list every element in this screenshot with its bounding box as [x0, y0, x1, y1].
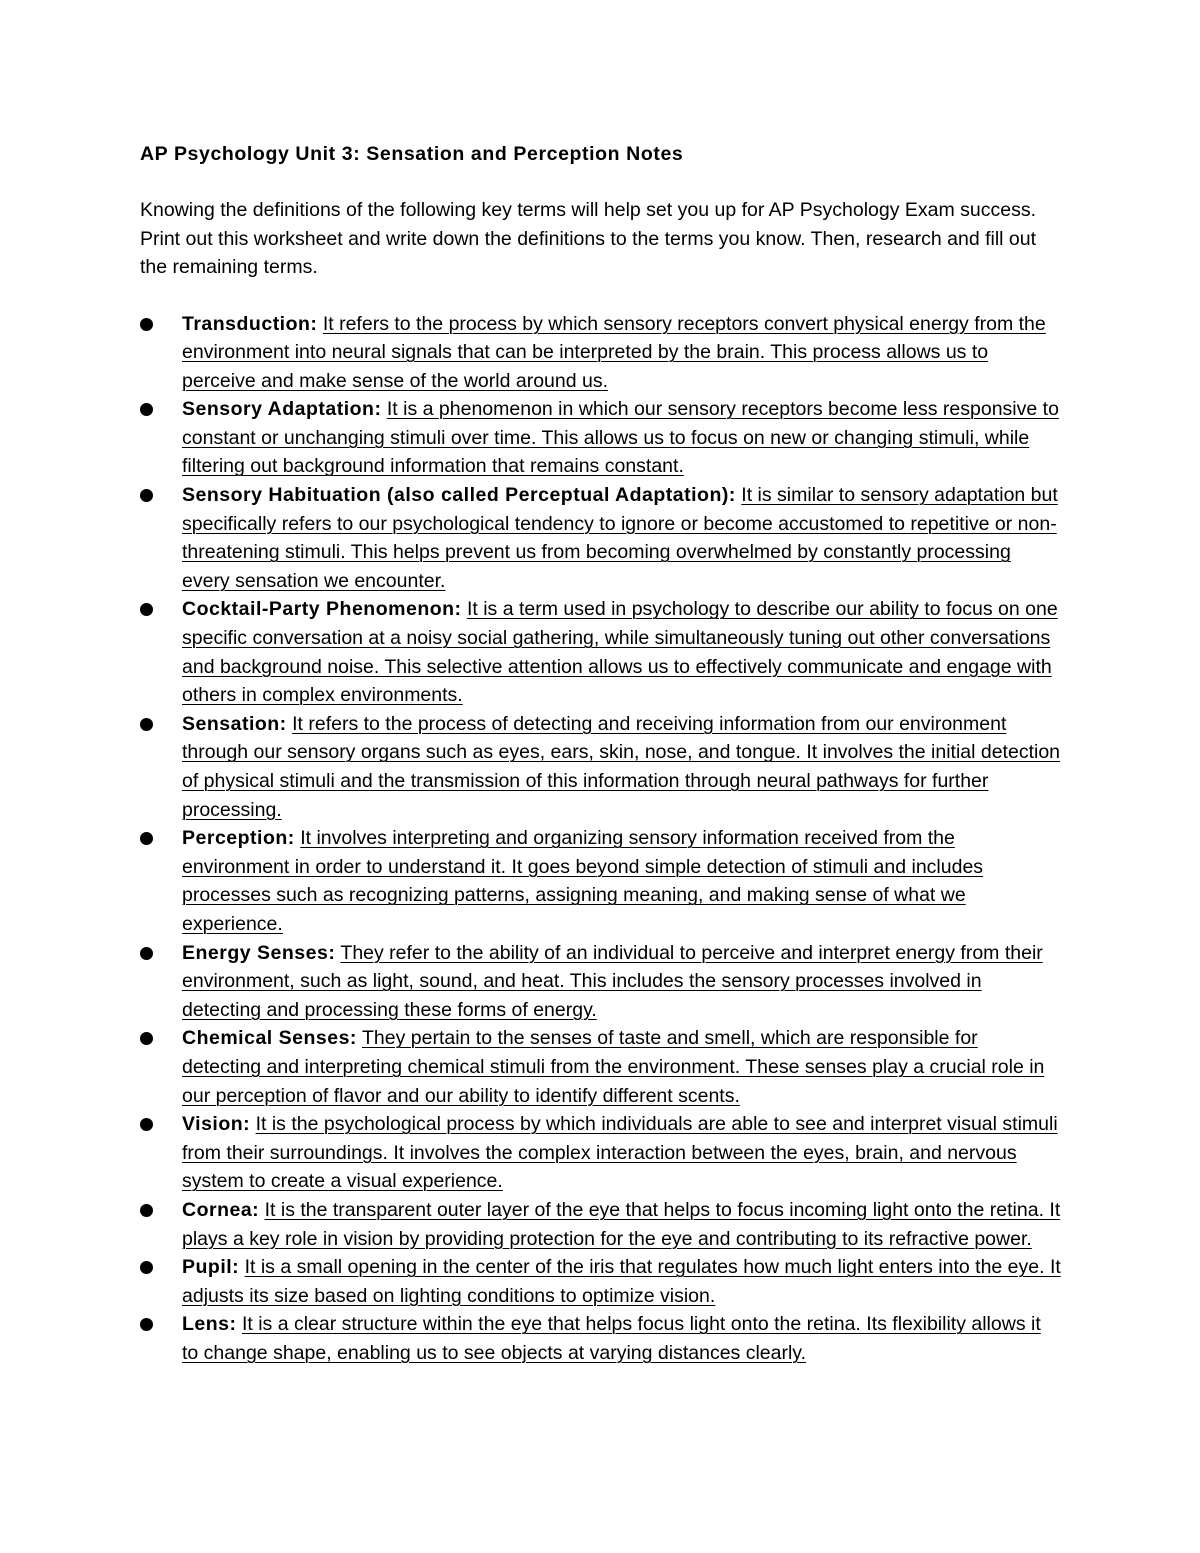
term-item: [140, 824, 1062, 938]
term-item: [140, 710, 1062, 824]
bullet-icon: [140, 947, 153, 960]
term-item: [140, 939, 1062, 1025]
term-item: [140, 595, 1062, 709]
terms-list: [140, 310, 1070, 1368]
term-name: Cornea:: [182, 1198, 260, 1221]
term-name: Sensory Habituation (also called Perceptual Adaptation):: [182, 484, 736, 507]
term-item: [140, 1024, 1062, 1110]
term-item: [140, 310, 1062, 396]
term-item: [140, 395, 1062, 481]
bullet-icon: [140, 832, 153, 845]
term-name: Transduction:: [182, 312, 318, 335]
bullet-icon: [140, 1118, 153, 1131]
term-name: Pupil:: [182, 1256, 240, 1279]
term-name: Sensation:: [182, 712, 287, 735]
intro-paragraph: Knowing the definitions of the following key terms will help set you up for AP Psychology Exam success. Print out this worksheet and write down the definitions to the terms you know. Then, research and fill out the remaining terms.: [140, 199, 1037, 278]
term-definition: It is similar to sensory adaptation but specifically refers to our psychological tendency to ignore or become accustomed to repetitive or non-threatening stimuli. This helps prevent us from becoming overwhelmed by constantly processing every sensation we encounter.: [182, 484, 1058, 592]
term-item: [140, 481, 1062, 595]
bullet-icon: [140, 1032, 153, 1045]
term-item: [140, 1310, 1062, 1367]
bullet-icon: [140, 1204, 153, 1217]
term-definition: It is a clear structure within the eye that helps focus light onto the retina. Its flexibility allows it to change shape, enabling us to see objects at varying distances clearly.: [182, 1313, 1041, 1364]
term-definition: It is a phenomenon in which our sensory receptors become less responsive to constant or unchanging stimuli over time. This allows us to focus on new or changing stimuli, while filtering out background information that remains constant.: [182, 398, 1059, 478]
term-name: Chemical Senses:: [182, 1027, 357, 1050]
document-title: AP Psychology Unit 3: Sensation and Perception Notes: [140, 143, 684, 165]
bullet-icon: [140, 318, 153, 331]
bullet-icon: [140, 403, 153, 416]
term-name: Lens:: [182, 1313, 237, 1336]
term-item: [140, 1196, 1062, 1253]
term-name: Vision:: [182, 1113, 251, 1136]
term-item: [140, 1110, 1062, 1196]
term-name: Energy Senses:: [182, 941, 336, 964]
term-definition: It is a small opening in the center of the iris that regulates how much light enters into the eye. It adjusts its size based on lighting conditions to optimize vision.: [182, 1256, 1061, 1307]
bullet-icon: [140, 718, 153, 731]
term-definition: It involves interpreting and organizing sensory information received from the environment in order to understand it. It goes beyond simple detection of stimuli and includes processes such as recognizing patterns, assigning meaning, and making sense of what we experience.: [182, 827, 984, 935]
term-definition: It is a term used in psychology to describe our ability to focus on one specific conversation at a noisy social gathering, while simultaneously tuning out other conversations and background noise. This selective attention allows us to effectively communicate and engage with others in complex environments.: [182, 598, 1058, 707]
term-item: [140, 1253, 1062, 1310]
term-name: Cocktail-Party Phenomenon:: [182, 598, 462, 621]
term-definition: It refers to the process by which sensory receptors convert physical energy from the environment into neural signals that can be interpreted by the brain. This process allows us to perceive and make sense of the world around us.: [182, 312, 1046, 392]
term-definition: It refers to the process of detecting and receiving information from our environment through our sensory organs such as eyes, ears, skin, nose, and tongue. It involves the initial detection of physical stimuli and the transmission of this information through neural pathways for further processing.: [182, 712, 1061, 821]
term-definition: They refer to the ability of an individual to perceive and interpret energy from their environment, such as light, sound, and heat. This includes the sensory processes involved in detecting and processing these forms of energy.: [182, 941, 1043, 1021]
term-definition: It is the psychological process by which individuals are able to see and interpret visual stimuli from their surroundings. It involves the complex interaction between the eyes, brain, and nervous system to create a visual experience.: [182, 1113, 1058, 1193]
term-name: Perception:: [182, 827, 295, 850]
bullet-icon: [140, 489, 153, 502]
bullet-icon: [140, 1318, 153, 1331]
document-page: [140, 140, 1070, 1367]
term-definition: They pertain to the senses of taste and smell, which are responsible for detecting and interpreting chemical stimuli from the environment. These senses play a crucial role in our perception of flavor and our ability to identify different scents.: [182, 1027, 1045, 1107]
term-name: Sensory Adaptation:: [182, 398, 382, 421]
term-definition: It is the transparent outer layer of the eye that helps to focus incoming light onto the retina. It plays a key role in vision by providing protection for the eye and contributing to its refractive power.: [182, 1198, 1061, 1250]
bullet-icon: [140, 603, 153, 616]
bullet-icon: [140, 1261, 153, 1274]
